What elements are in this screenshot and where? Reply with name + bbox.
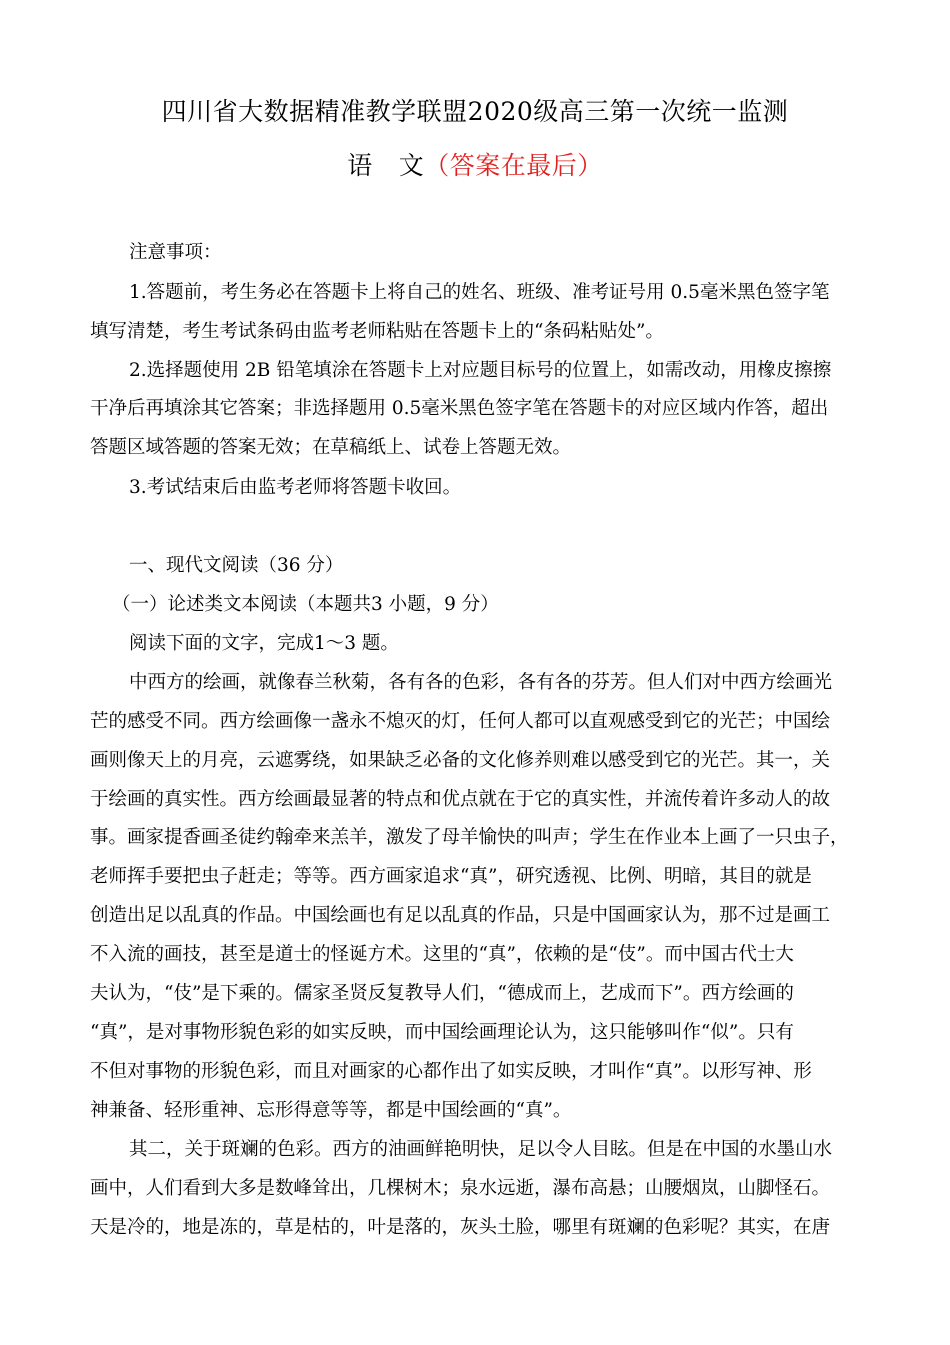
passage-line: “真”，是对事物形貌色彩的如实反映，而中国绘画理论认为，这只能够叫作“似”。只有 [90, 1022, 794, 1043]
section-instruction: 阅读下面的文字，完成1～3 题。 [129, 633, 399, 654]
answer-note: （答案在最后） [424, 151, 603, 180]
passage-line: 老师挥手要把虫子赶走；等等。西方画家追求“真”，研究透视、比例、明暗，其目的就是 [90, 866, 812, 887]
passage-line: 创造出足以乱真的作品。中国绘画也有足以乱真的作品，只是中国画家认为，那不过是画工 [90, 905, 831, 926]
exam-title: 四川省大数据精准教学联盟2020级高三第一次统一监测 [161, 97, 789, 126]
passage-line: 神兼备、轻形重神、忘形得意等等，都是中国绘画的“真”。 [90, 1100, 572, 1121]
passage-line: 芒的感受不同。西方绘画像一盏永不熄灭的灯，任何人都可以直观感受到它的光芒；中国绘 [90, 711, 831, 732]
notice-item-1-line-2: 填写清楚，考生考试条码由监考老师粘贴在答题卡上的“条码粘贴处”。 [90, 321, 664, 342]
notice-item-3-line-1: 3.考试结束后由监考老师将答题卡收回。 [129, 477, 462, 498]
notice-heading: 注意事项： [129, 242, 222, 263]
subject-title [0, 146, 950, 182]
passage-line: 其二，关于斑斓的色彩。西方的油画鲜艳明快，足以令人目眩。但是在中国的水墨山水 [129, 1139, 833, 1160]
notice-item-2-line-3: 答题区域答题的答案无效；在草稿纸上、试卷上答题无效。 [90, 437, 572, 458]
notice-item-2-line-2: 干净后再填涂其它答案；非选择题用 0.5毫米黑色签字笔在答题卡的对应区域内作答，超出 [90, 398, 829, 419]
passage-line: 画则像天上的月亮，云遮雾绕，如果缺乏必备的文化修养则难以感受到它的光芒。其一，关 [90, 750, 831, 771]
passage-line: 天是冷的，地是冻的，草是枯的，叶是落的，灰头土脸，哪里有斑斓的色彩呢？其实，在唐 [90, 1217, 831, 1238]
passage-line: 中西方的绘画，就像春兰秋菊，各有各的色彩，各有各的芬芳。但人们对中西方绘画光 [129, 672, 833, 693]
passage-line: 事。画家提香画圣徒约翰牵来羔羊，激发了母羊愉快的叫声；学生在作业本上画了一只虫子， [90, 827, 849, 848]
passage-line: 不入流的画技，甚至是道士的怪诞方术。这里的“真”，依赖的是“伎”。而中国古代士大 [90, 944, 794, 965]
section-subheading: （一）论述类文本阅读（本题共3 小题，9 分） [112, 594, 499, 615]
subject-char-2: 文 [398, 151, 425, 180]
passage-line: 画中，人们看到大多是数峰耸出，几棵树木；泉水远逝，瀑布高悬；山腰烟岚，山脚怪石。 [90, 1178, 831, 1199]
passage-line: 不但对事物的形貌色彩，而且对画家的心都作出了如实反映，才叫作“真”。以形写神、形 [90, 1061, 812, 1082]
notice-item-2-line-1: 2.选择题使用 2B 铅笔填涂在答题卡上对应题目标号的位置上，如需改动，用橡皮擦擦 [129, 360, 832, 381]
section-heading: 一、现代文阅读（36 分） [129, 555, 344, 576]
subject-char-1: 语 [347, 151, 373, 180]
passage-line: 于绘画的真实性。西方绘画最显著的特点和优点就在于它的真实性，并流传着许多动人的故 [90, 789, 831, 810]
passage-line: 夫认为，“伎”是下乘的。儒家圣贤反复教导人们，“德成而上，艺成而下”。西方绘画的 [90, 983, 794, 1004]
notice-item-1-line-1: 1.答题前，考生务必在答题卡上将自己的姓名、班级、准考证号用 0.5毫米黑色签字笔 [129, 282, 830, 303]
